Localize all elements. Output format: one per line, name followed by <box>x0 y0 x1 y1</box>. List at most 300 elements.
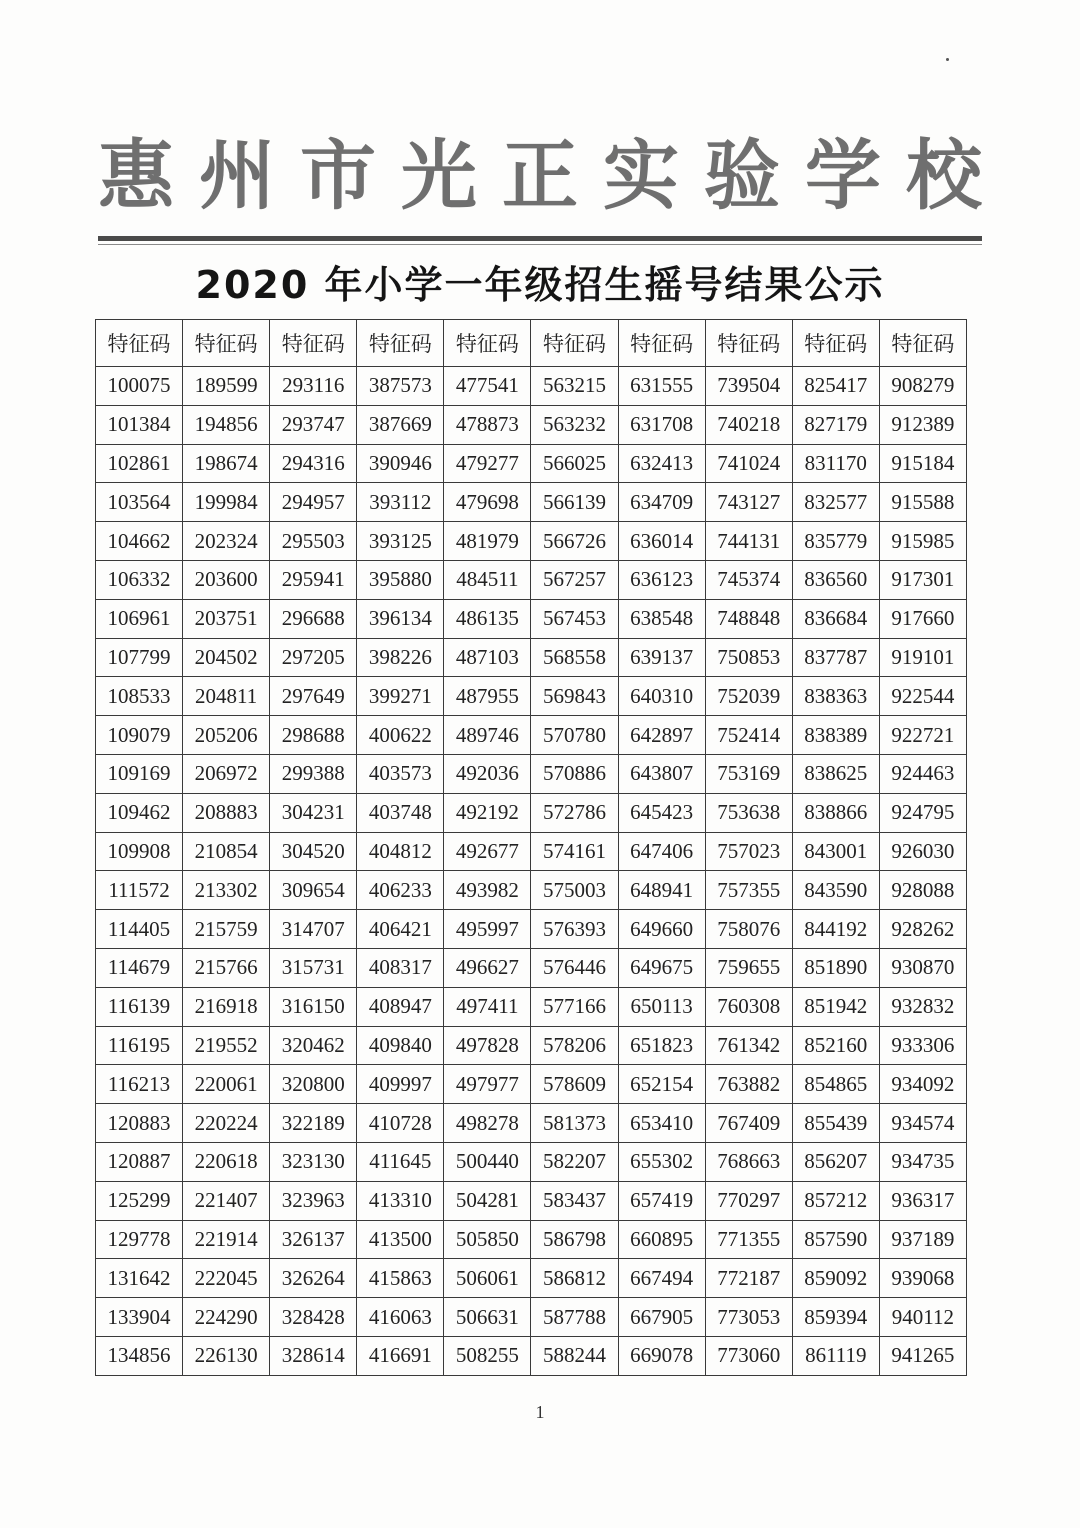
table-row <box>96 367 967 406</box>
code-cell: 498278 <box>444 1104 531 1143</box>
code-cell: 489746 <box>444 716 531 755</box>
column-header: 特征码 <box>531 320 618 367</box>
table-row <box>96 483 967 522</box>
code-cell: 837787 <box>792 638 879 677</box>
code-cell: 497411 <box>444 987 531 1026</box>
table-row <box>96 599 967 638</box>
code-cell: 932832 <box>879 987 966 1026</box>
code-cell: 326137 <box>270 1220 357 1259</box>
code-cell: 199984 <box>183 483 270 522</box>
code-cell: 326264 <box>270 1259 357 1298</box>
code-cell: 393112 <box>357 483 444 522</box>
code-cell: 294957 <box>270 483 357 522</box>
code-cell: 753638 <box>705 793 792 832</box>
code-cell: 856207 <box>792 1142 879 1181</box>
code-cell: 642897 <box>618 716 705 755</box>
code-cell: 226130 <box>183 1336 270 1375</box>
code-cell: 854865 <box>792 1065 879 1104</box>
code-cell: 109169 <box>96 754 183 793</box>
table-row <box>96 677 967 716</box>
code-cell: 759655 <box>705 948 792 987</box>
code-cell: 320800 <box>270 1065 357 1104</box>
code-cell: 409840 <box>357 1026 444 1065</box>
code-cell: 202324 <box>183 522 270 561</box>
school-name-char: 正 <box>502 131 578 220</box>
code-cell: 215759 <box>183 910 270 949</box>
code-cell: 638548 <box>618 599 705 638</box>
code-cell: 741024 <box>705 444 792 483</box>
code-cell: 295941 <box>270 560 357 599</box>
code-cell: 484511 <box>444 560 531 599</box>
table-row <box>96 716 967 755</box>
code-cell: 189599 <box>183 367 270 406</box>
column-header: 特征码 <box>705 320 792 367</box>
code-cell: 760308 <box>705 987 792 1026</box>
code-cell: 757355 <box>705 871 792 910</box>
code-cell: 215766 <box>183 948 270 987</box>
code-cell: 570886 <box>531 754 618 793</box>
code-cell: 203600 <box>183 560 270 599</box>
code-cell: 396134 <box>357 599 444 638</box>
code-cell: 758076 <box>705 910 792 949</box>
code-cell: 387573 <box>357 367 444 406</box>
code-cell: 574161 <box>531 832 618 871</box>
code-cell: 563232 <box>531 405 618 444</box>
code-cell: 667494 <box>618 1259 705 1298</box>
code-cell: 568558 <box>531 638 618 677</box>
code-cell: 636014 <box>618 522 705 561</box>
table-row <box>96 910 967 949</box>
code-cell: 203751 <box>183 599 270 638</box>
code-cell: 497977 <box>444 1065 531 1104</box>
code-cell: 493982 <box>444 871 531 910</box>
code-cell: 316150 <box>270 987 357 1026</box>
code-cell: 298688 <box>270 716 357 755</box>
code-cell: 752039 <box>705 677 792 716</box>
code-cell: 492192 <box>444 793 531 832</box>
code-cell: 404812 <box>357 832 444 871</box>
code-cell: 477541 <box>444 367 531 406</box>
school-name-char: 校 <box>906 131 982 220</box>
code-cell: 479698 <box>444 483 531 522</box>
code-cell: 640310 <box>618 677 705 716</box>
code-cell: 322189 <box>270 1104 357 1143</box>
code-cell: 576393 <box>531 910 618 949</box>
table-row <box>96 1142 967 1181</box>
table-header-row <box>96 320 967 367</box>
code-cell: 915588 <box>879 483 966 522</box>
column-header: 特征码 <box>96 320 183 367</box>
code-cell: 652154 <box>618 1065 705 1104</box>
school-name-char: 州 <box>199 131 275 220</box>
code-cell: 328428 <box>270 1298 357 1337</box>
code-cell: 106961 <box>96 599 183 638</box>
code-cell: 320462 <box>270 1026 357 1065</box>
code-cell: 309654 <box>270 871 357 910</box>
code-cell: 740218 <box>705 405 792 444</box>
code-cell: 588244 <box>531 1336 618 1375</box>
code-cell: 744131 <box>705 522 792 561</box>
code-cell: 651823 <box>618 1026 705 1065</box>
code-cell: 631555 <box>618 367 705 406</box>
school-name-char: 验 <box>704 131 780 220</box>
code-cell: 933306 <box>879 1026 966 1065</box>
code-cell: 224290 <box>183 1298 270 1337</box>
code-cell: 926030 <box>879 832 966 871</box>
results-table <box>95 319 967 1376</box>
code-cell: 767409 <box>705 1104 792 1143</box>
code-cell: 408317 <box>357 948 444 987</box>
school-name-char: 学 <box>805 131 881 220</box>
code-cell: 297205 <box>270 638 357 677</box>
code-cell: 773060 <box>705 1336 792 1375</box>
code-cell: 304231 <box>270 793 357 832</box>
code-cell: 204811 <box>183 677 270 716</box>
code-cell: 917301 <box>879 560 966 599</box>
code-cell: 104662 <box>96 522 183 561</box>
code-cell: 843001 <box>792 832 879 871</box>
code-cell: 859092 <box>792 1259 879 1298</box>
table-row <box>96 871 967 910</box>
code-cell: 928088 <box>879 871 966 910</box>
code-cell: 771355 <box>705 1220 792 1259</box>
code-cell: 582207 <box>531 1142 618 1181</box>
code-cell: 398226 <box>357 638 444 677</box>
code-cell: 114679 <box>96 948 183 987</box>
code-cell: 114405 <box>96 910 183 949</box>
code-cell: 857212 <box>792 1181 879 1220</box>
code-cell: 655302 <box>618 1142 705 1181</box>
code-cell: 492036 <box>444 754 531 793</box>
table-row <box>96 1065 967 1104</box>
code-cell: 576446 <box>531 948 618 987</box>
code-cell: 487955 <box>444 677 531 716</box>
code-cell: 299388 <box>270 754 357 793</box>
code-cell: 120883 <box>96 1104 183 1143</box>
code-cell: 912389 <box>879 405 966 444</box>
code-cell: 748848 <box>705 599 792 638</box>
code-cell: 406421 <box>357 910 444 949</box>
code-cell: 632413 <box>618 444 705 483</box>
code-cell: 768663 <box>705 1142 792 1181</box>
code-cell: 103564 <box>96 483 183 522</box>
code-cell: 134856 <box>96 1336 183 1375</box>
code-cell: 567257 <box>531 560 618 599</box>
table-row <box>96 560 967 599</box>
table-row <box>96 1026 967 1065</box>
school-name-char: 实 <box>603 131 679 220</box>
code-cell: 204502 <box>183 638 270 677</box>
code-cell: 922721 <box>879 716 966 755</box>
code-cell: 915184 <box>879 444 966 483</box>
header-rule-thin <box>98 244 982 245</box>
code-cell: 928262 <box>879 910 966 949</box>
code-cell: 861119 <box>792 1336 879 1375</box>
code-cell: 213302 <box>183 871 270 910</box>
code-cell: 293747 <box>270 405 357 444</box>
code-cell: 416691 <box>357 1336 444 1375</box>
code-cell: 198674 <box>183 444 270 483</box>
code-cell: 221407 <box>183 1181 270 1220</box>
code-cell: 399271 <box>357 677 444 716</box>
school-name-char: 惠 <box>98 131 174 220</box>
column-header: 特征码 <box>618 320 705 367</box>
code-cell: 934574 <box>879 1104 966 1143</box>
code-cell: 108533 <box>96 677 183 716</box>
code-cell: 296688 <box>270 599 357 638</box>
code-cell: 566726 <box>531 522 618 561</box>
table-row <box>96 1181 967 1220</box>
code-cell: 497828 <box>444 1026 531 1065</box>
code-cell: 314707 <box>270 910 357 949</box>
code-cell: 222045 <box>183 1259 270 1298</box>
code-cell: 772187 <box>705 1259 792 1298</box>
code-cell: 743127 <box>705 483 792 522</box>
code-cell: 403573 <box>357 754 444 793</box>
code-cell: 827179 <box>792 405 879 444</box>
code-cell: 915985 <box>879 522 966 561</box>
code-cell: 586812 <box>531 1259 618 1298</box>
table-row <box>96 1336 967 1375</box>
code-cell: 838625 <box>792 754 879 793</box>
code-cell: 495997 <box>444 910 531 949</box>
code-cell: 919101 <box>879 638 966 677</box>
code-cell: 505850 <box>444 1220 531 1259</box>
code-cell: 294316 <box>270 444 357 483</box>
code-cell: 639137 <box>618 638 705 677</box>
table-row <box>96 793 967 832</box>
table-body <box>96 367 967 1376</box>
code-cell: 492677 <box>444 832 531 871</box>
code-cell: 129778 <box>96 1220 183 1259</box>
code-cell: 109462 <box>96 793 183 832</box>
code-cell: 221914 <box>183 1220 270 1259</box>
code-cell: 409997 <box>357 1065 444 1104</box>
code-cell: 506631 <box>444 1298 531 1337</box>
code-cell: 116139 <box>96 987 183 1026</box>
code-cell: 643807 <box>618 754 705 793</box>
code-cell: 924463 <box>879 754 966 793</box>
code-cell: 575003 <box>531 871 618 910</box>
code-cell: 922544 <box>879 677 966 716</box>
code-cell: 413500 <box>357 1220 444 1259</box>
code-cell: 315731 <box>270 948 357 987</box>
code-cell: 844192 <box>792 910 879 949</box>
code-cell: 855439 <box>792 1104 879 1143</box>
code-cell: 120887 <box>96 1142 183 1181</box>
code-cell: 832577 <box>792 483 879 522</box>
table-row <box>96 1298 967 1337</box>
code-cell: 194856 <box>183 405 270 444</box>
table-row <box>96 987 967 1026</box>
code-cell: 941265 <box>879 1336 966 1375</box>
table-row <box>96 1104 967 1143</box>
column-header: 特征码 <box>444 320 531 367</box>
school-name-heading <box>98 128 982 224</box>
code-cell: 825417 <box>792 367 879 406</box>
code-cell: 411645 <box>357 1142 444 1181</box>
code-cell: 323130 <box>270 1142 357 1181</box>
code-cell: 739504 <box>705 367 792 406</box>
column-header: 特征码 <box>183 320 270 367</box>
code-cell: 400622 <box>357 716 444 755</box>
code-cell: 857590 <box>792 1220 879 1259</box>
code-cell: 851942 <box>792 987 879 1026</box>
code-cell: 852160 <box>792 1026 879 1065</box>
code-cell: 504281 <box>444 1181 531 1220</box>
code-cell: 649675 <box>618 948 705 987</box>
code-cell: 770297 <box>705 1181 792 1220</box>
code-cell: 631708 <box>618 405 705 444</box>
code-cell: 572786 <box>531 793 618 832</box>
code-cell: 500440 <box>444 1142 531 1181</box>
code-cell: 107799 <box>96 638 183 677</box>
column-header: 特征码 <box>270 320 357 367</box>
code-cell: 506061 <box>444 1259 531 1298</box>
code-cell: 563215 <box>531 367 618 406</box>
code-cell: 478873 <box>444 405 531 444</box>
code-cell: 587788 <box>531 1298 618 1337</box>
code-cell: 761342 <box>705 1026 792 1065</box>
table-row <box>96 832 967 871</box>
code-cell: 634709 <box>618 483 705 522</box>
code-cell: 109079 <box>96 716 183 755</box>
code-cell: 937189 <box>879 1220 966 1259</box>
code-cell: 578609 <box>531 1065 618 1104</box>
code-cell: 581373 <box>531 1104 618 1143</box>
header-rule-thick <box>98 236 982 241</box>
code-cell: 111572 <box>96 871 183 910</box>
code-cell: 102861 <box>96 444 183 483</box>
code-cell: 570780 <box>531 716 618 755</box>
code-cell: 406233 <box>357 871 444 910</box>
page-number: 1 <box>535 1402 545 1422</box>
code-cell: 133904 <box>96 1298 183 1337</box>
table-row <box>96 1220 967 1259</box>
code-cell: 934735 <box>879 1142 966 1181</box>
code-cell: 486135 <box>444 599 531 638</box>
code-cell: 410728 <box>357 1104 444 1143</box>
code-cell: 763882 <box>705 1065 792 1104</box>
code-cell: 390946 <box>357 444 444 483</box>
code-cell: 586798 <box>531 1220 618 1259</box>
school-name-char: 光 <box>401 131 477 220</box>
code-cell: 936317 <box>879 1181 966 1220</box>
code-cell: 304520 <box>270 832 357 871</box>
code-cell: 838363 <box>792 677 879 716</box>
code-cell: 403748 <box>357 793 444 832</box>
code-cell: 752414 <box>705 716 792 755</box>
code-cell: 131642 <box>96 1259 183 1298</box>
code-cell: 650113 <box>618 987 705 1026</box>
code-cell: 578206 <box>531 1026 618 1065</box>
table-row <box>96 1259 967 1298</box>
code-cell: 106332 <box>96 560 183 599</box>
code-cell: 567453 <box>531 599 618 638</box>
code-cell: 851890 <box>792 948 879 987</box>
code-cell: 660895 <box>618 1220 705 1259</box>
code-cell: 566025 <box>531 444 618 483</box>
code-cell: 934092 <box>879 1065 966 1104</box>
code-cell: 843590 <box>792 871 879 910</box>
code-cell: 387669 <box>357 405 444 444</box>
code-cell: 220224 <box>183 1104 270 1143</box>
code-cell: 924795 <box>879 793 966 832</box>
code-cell: 479277 <box>444 444 531 483</box>
code-cell: 836560 <box>792 560 879 599</box>
table-row <box>96 405 967 444</box>
code-cell: 415863 <box>357 1259 444 1298</box>
code-cell: 750853 <box>705 638 792 677</box>
code-cell: 835779 <box>792 522 879 561</box>
scan-speck <box>946 58 949 61</box>
table-row <box>96 754 967 793</box>
code-cell: 293116 <box>270 367 357 406</box>
table-row <box>96 444 967 483</box>
code-cell: 649660 <box>618 910 705 949</box>
code-cell: 940112 <box>879 1298 966 1337</box>
code-cell: 109908 <box>96 832 183 871</box>
code-cell: 481979 <box>444 522 531 561</box>
code-cell: 116213 <box>96 1065 183 1104</box>
code-cell: 323963 <box>270 1181 357 1220</box>
code-cell: 836684 <box>792 599 879 638</box>
code-cell: 205206 <box>183 716 270 755</box>
code-cell: 939068 <box>879 1259 966 1298</box>
column-header: 特征码 <box>879 320 966 367</box>
code-cell: 487103 <box>444 638 531 677</box>
table-row <box>96 522 967 561</box>
code-cell: 753169 <box>705 754 792 793</box>
code-cell: 859394 <box>792 1298 879 1337</box>
code-cell: 648941 <box>618 871 705 910</box>
code-cell: 647406 <box>618 832 705 871</box>
code-cell: 569843 <box>531 677 618 716</box>
code-cell: 583437 <box>531 1181 618 1220</box>
code-cell: 653410 <box>618 1104 705 1143</box>
code-cell: 831170 <box>792 444 879 483</box>
code-cell: 393125 <box>357 522 444 561</box>
code-cell: 657419 <box>618 1181 705 1220</box>
code-cell: 220618 <box>183 1142 270 1181</box>
code-cell: 100075 <box>96 367 183 406</box>
code-cell: 508255 <box>444 1336 531 1375</box>
code-cell: 219552 <box>183 1026 270 1065</box>
code-cell: 208883 <box>183 793 270 832</box>
code-cell: 838389 <box>792 716 879 755</box>
code-cell: 745374 <box>705 560 792 599</box>
code-cell: 295503 <box>270 522 357 561</box>
code-cell: 577166 <box>531 987 618 1026</box>
code-cell: 210854 <box>183 832 270 871</box>
code-cell: 667905 <box>618 1298 705 1337</box>
code-cell: 125299 <box>96 1181 183 1220</box>
column-header: 特征码 <box>792 320 879 367</box>
code-cell: 636123 <box>618 560 705 599</box>
code-cell: 645423 <box>618 793 705 832</box>
code-cell: 297649 <box>270 677 357 716</box>
table-row <box>96 948 967 987</box>
code-cell: 773053 <box>705 1298 792 1337</box>
code-cell: 220061 <box>183 1065 270 1104</box>
code-cell: 206972 <box>183 754 270 793</box>
code-cell: 917660 <box>879 599 966 638</box>
code-cell: 413310 <box>357 1181 444 1220</box>
code-cell: 216918 <box>183 987 270 1026</box>
code-cell: 116195 <box>96 1026 183 1065</box>
results-table-container <box>95 319 967 1376</box>
school-name-char: 市 <box>300 131 376 220</box>
